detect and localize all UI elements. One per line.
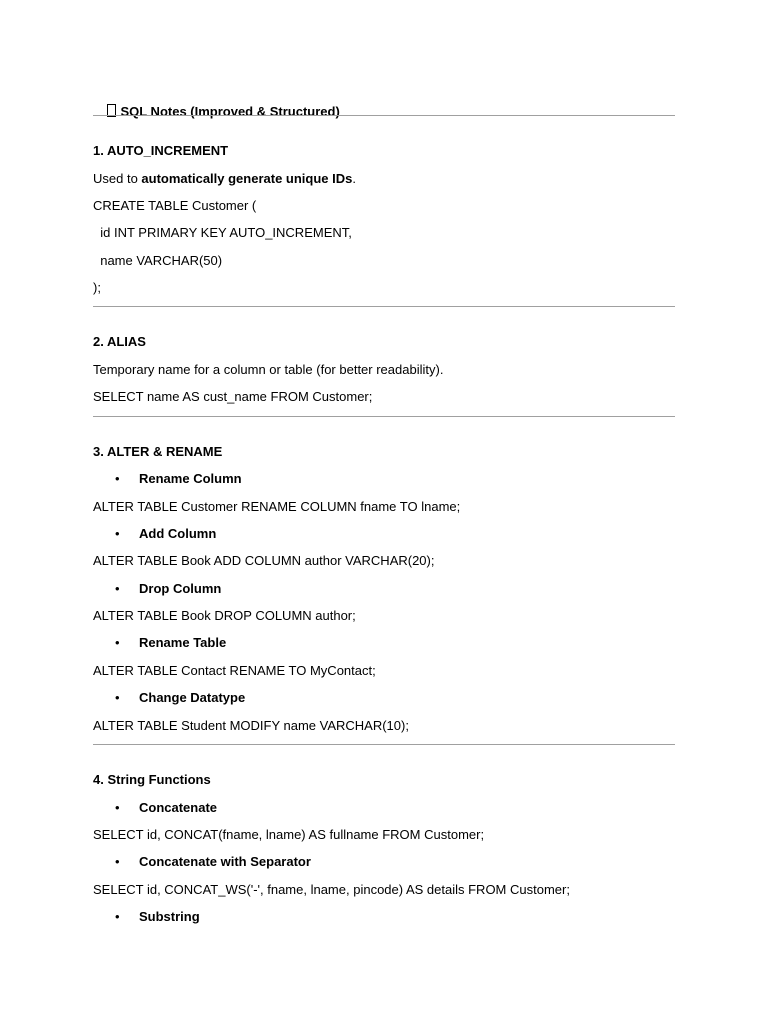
list-item — [93, 909, 675, 925]
bullet-icon: • — [115, 800, 120, 815]
divider — [93, 744, 675, 745]
list-item-label: Change Datatype — [139, 690, 246, 705]
list-item — [93, 581, 675, 597]
bullet-icon: • — [115, 581, 120, 596]
code-line: ALTER TABLE Book DROP COLUMN author; — [93, 608, 356, 623]
description-emphasis: automatically generate unique IDs — [141, 171, 353, 186]
code-line: ); — [93, 280, 101, 295]
divider — [93, 416, 675, 417]
document-title — [93, 88, 340, 119]
section-heading-string-functions: 4. String Functions — [93, 772, 211, 787]
code-line: ALTER TABLE Customer RENAME COLUMN fname TO lname; — [93, 499, 461, 514]
list-item — [93, 800, 675, 816]
section-heading-alias: 2. ALIAS — [93, 334, 146, 349]
document-title-text: SQL Notes (Improved & Structured) — [120, 104, 340, 119]
list-item-label: Drop Column — [139, 581, 222, 596]
bullet-icon: • — [115, 526, 120, 541]
code-line: ALTER TABLE Student MODIFY name VARCHAR(10); — [93, 718, 409, 733]
list-item-label: Concatenate — [139, 800, 218, 815]
list-item-label: Concatenate with Separator — [139, 854, 311, 869]
code-line: CREATE TABLE Customer ( — [93, 198, 257, 213]
bullet-icon: • — [115, 854, 120, 869]
description-text: . — [352, 171, 356, 186]
bullet-icon: • — [115, 471, 120, 486]
bullet-icon: • — [115, 690, 120, 705]
list-item — [93, 690, 675, 706]
list-item — [93, 471, 675, 487]
list-item-label: Add Column — [139, 526, 217, 541]
section-description: Temporary name for a column or table (for better readability). — [93, 362, 444, 377]
divider — [93, 115, 675, 116]
section-heading-alter-rename: 3. ALTER & RENAME — [93, 444, 223, 459]
list-item-label: Rename Table — [139, 635, 227, 650]
divider — [93, 306, 675, 307]
code-line: SELECT id, CONCAT_WS('-', fname, lname, pincode) AS details FROM Customer; — [93, 882, 570, 897]
list-item-label: Rename Column — [139, 471, 242, 486]
section-description — [93, 171, 356, 187]
code-line: name VARCHAR(50) — [93, 253, 223, 268]
code-line: SELECT id, CONCAT(fname, lname) AS fullname FROM Customer; — [93, 827, 485, 842]
list-item — [93, 526, 675, 542]
section-heading-auto-increment: 1. AUTO_INCREMENT — [93, 143, 229, 158]
bullet-icon: • — [115, 909, 120, 924]
list-item-label: Substring — [139, 909, 200, 924]
code-line: id INT PRIMARY KEY AUTO_INCREMENT, — [93, 225, 352, 240]
document-page — [93, 0, 675, 1024]
description-text: Used to — [93, 171, 142, 186]
list-item — [93, 854, 675, 870]
code-line: SELECT name AS cust_name FROM Customer; — [93, 389, 373, 404]
bullet-icon: • — [115, 635, 120, 650]
code-line: ALTER TABLE Book ADD COLUMN author VARCHAR(20); — [93, 553, 435, 568]
code-line: ALTER TABLE Contact RENAME TO MyContact; — [93, 663, 376, 678]
list-item — [93, 635, 675, 651]
